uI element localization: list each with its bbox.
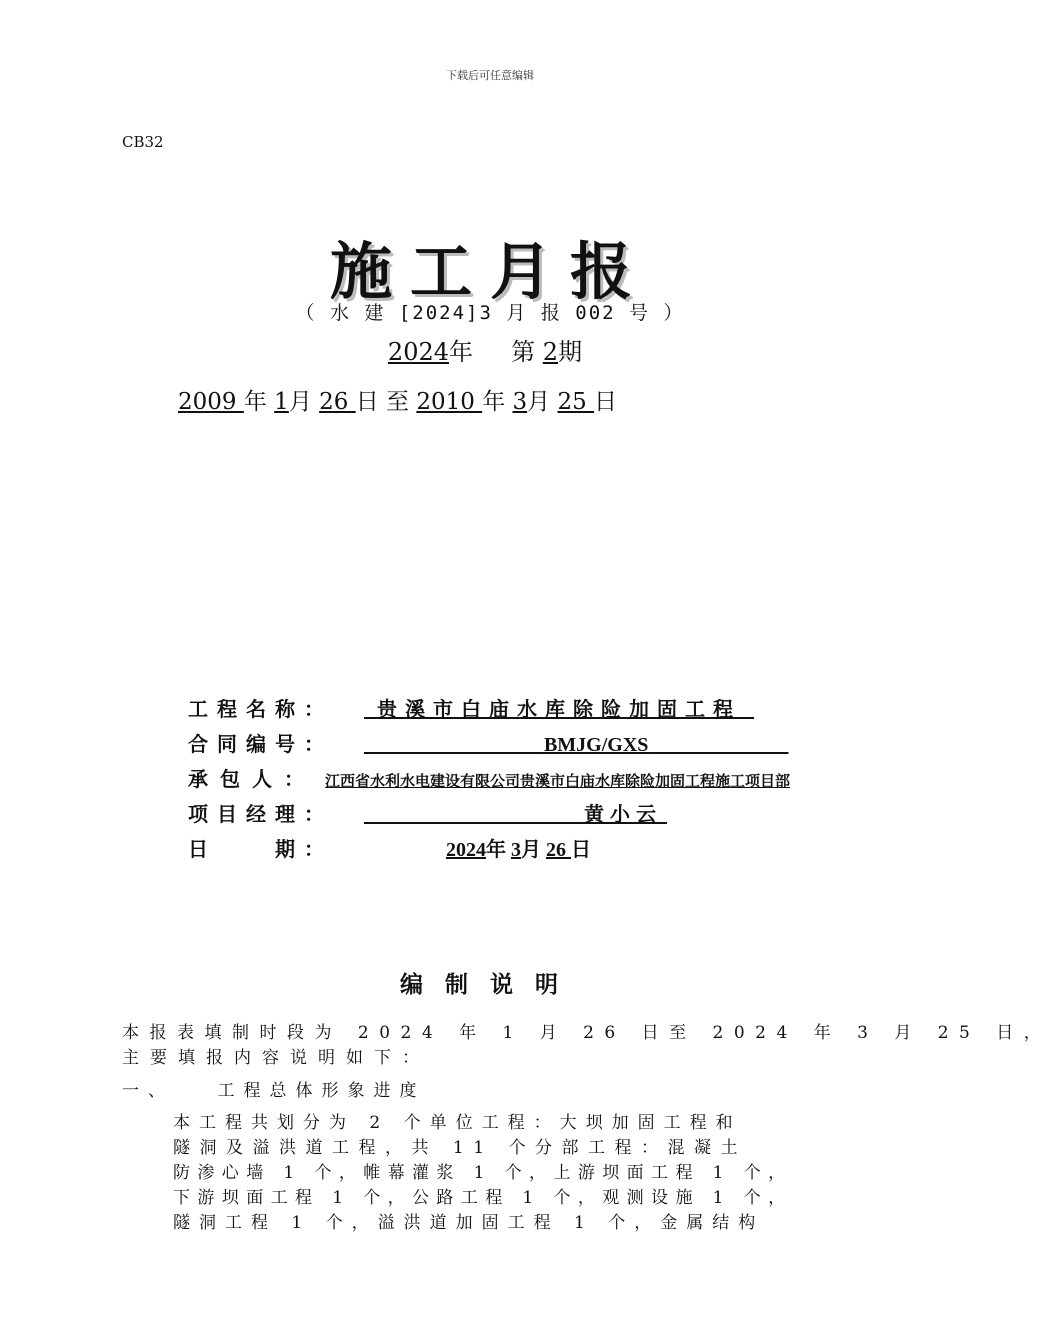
intro-line-2: 主要填报内容说明如下：	[122, 1048, 430, 1068]
contract-row	[188, 728, 788, 757]
range-day-label-2: 日	[594, 389, 618, 415]
date-day: 26	[545, 839, 571, 861]
range-month-label-2: 月	[527, 389, 558, 415]
range-end-year: 2010	[416, 389, 483, 415]
project-name-label: 工程名称：	[188, 697, 333, 721]
form-code: CB32	[122, 133, 164, 151]
project-name-value	[364, 693, 754, 722]
item1-line-4: 下游坝面工程 1 个，公路工程 1 个，观测设施 1 个，	[173, 1188, 793, 1208]
range-end-day: 25	[557, 389, 595, 415]
contract-number: BMJG/GXS	[543, 734, 649, 756]
date-row	[188, 833, 591, 862]
section-title: 编制说明	[400, 971, 580, 998]
item1-line-1: 本工程共划分为 2 个单位工程：大坝加固工程和	[173, 1113, 742, 1133]
manager-value	[364, 798, 667, 827]
manager-label: 项目经理：	[188, 802, 333, 826]
date-month: 3	[510, 839, 521, 861]
document-number: （ 水 建 [2024]3 月 报 002 号 ）	[295, 302, 685, 324]
range-end-month: 3	[512, 389, 528, 415]
contract-value	[364, 734, 788, 757]
item1-line-2: 隧洞及溢洪道工程，共 11 个分部工程：混凝土	[173, 1138, 747, 1158]
period-year-suffix: 年	[449, 338, 473, 366]
project-name-text: 贵溪市白庙水库除险加固工程	[376, 699, 741, 721]
item1-line-3: 防渗心墙 1 个，帷幕灌浆 1 个，上游坝面工程 1 个，	[173, 1163, 793, 1183]
date-label: 日 期：	[188, 837, 333, 861]
date-year-label: 年	[485, 839, 511, 861]
contract-label: 合同编号：	[188, 732, 333, 756]
issue-prefix: 第	[511, 338, 536, 366]
range-year-label-2: 年	[482, 389, 513, 415]
range-day-label: 日 至	[355, 389, 417, 415]
date-value	[446, 833, 591, 862]
period-year: 2024	[387, 338, 449, 366]
contractor-row	[188, 763, 790, 792]
document-title: 施工月报	[329, 235, 650, 308]
issue-number: 2	[542, 338, 559, 366]
range-start-month: 1	[274, 389, 289, 415]
item1-heading: 一、 工程总体形象进度	[122, 1081, 426, 1101]
range-month-label: 月	[288, 389, 320, 415]
date-range	[178, 383, 617, 416]
contractor-label: 承包人：	[188, 767, 316, 791]
report-period	[0, 332, 970, 367]
range-year-label: 年	[243, 389, 275, 415]
item1-line-5: 隧洞工程 1 个，溢洪道加固工程 1 个，金属结构	[173, 1213, 765, 1233]
issue-suffix: 期	[558, 338, 583, 366]
download-note: 下载后可任意编辑	[446, 69, 534, 82]
intro-line-1: 本报表填制时段为 2024 年 1 月 26 日至 2024 年 3 月 25 日，	[122, 1023, 1051, 1043]
manager-row	[188, 798, 667, 827]
project-name-row	[188, 693, 754, 722]
range-start-day: 26	[319, 389, 356, 415]
manager-name: 黄小云	[583, 804, 662, 826]
date-year: 2024	[445, 839, 486, 861]
contractor-value: 江西省水利水电建设有限公司贵溪市白庙水库除险加固工程施工项目部	[324, 774, 790, 790]
date-day-label: 日	[570, 839, 591, 861]
date-month-label: 月	[520, 839, 546, 861]
range-start-year: 2009	[178, 389, 244, 415]
